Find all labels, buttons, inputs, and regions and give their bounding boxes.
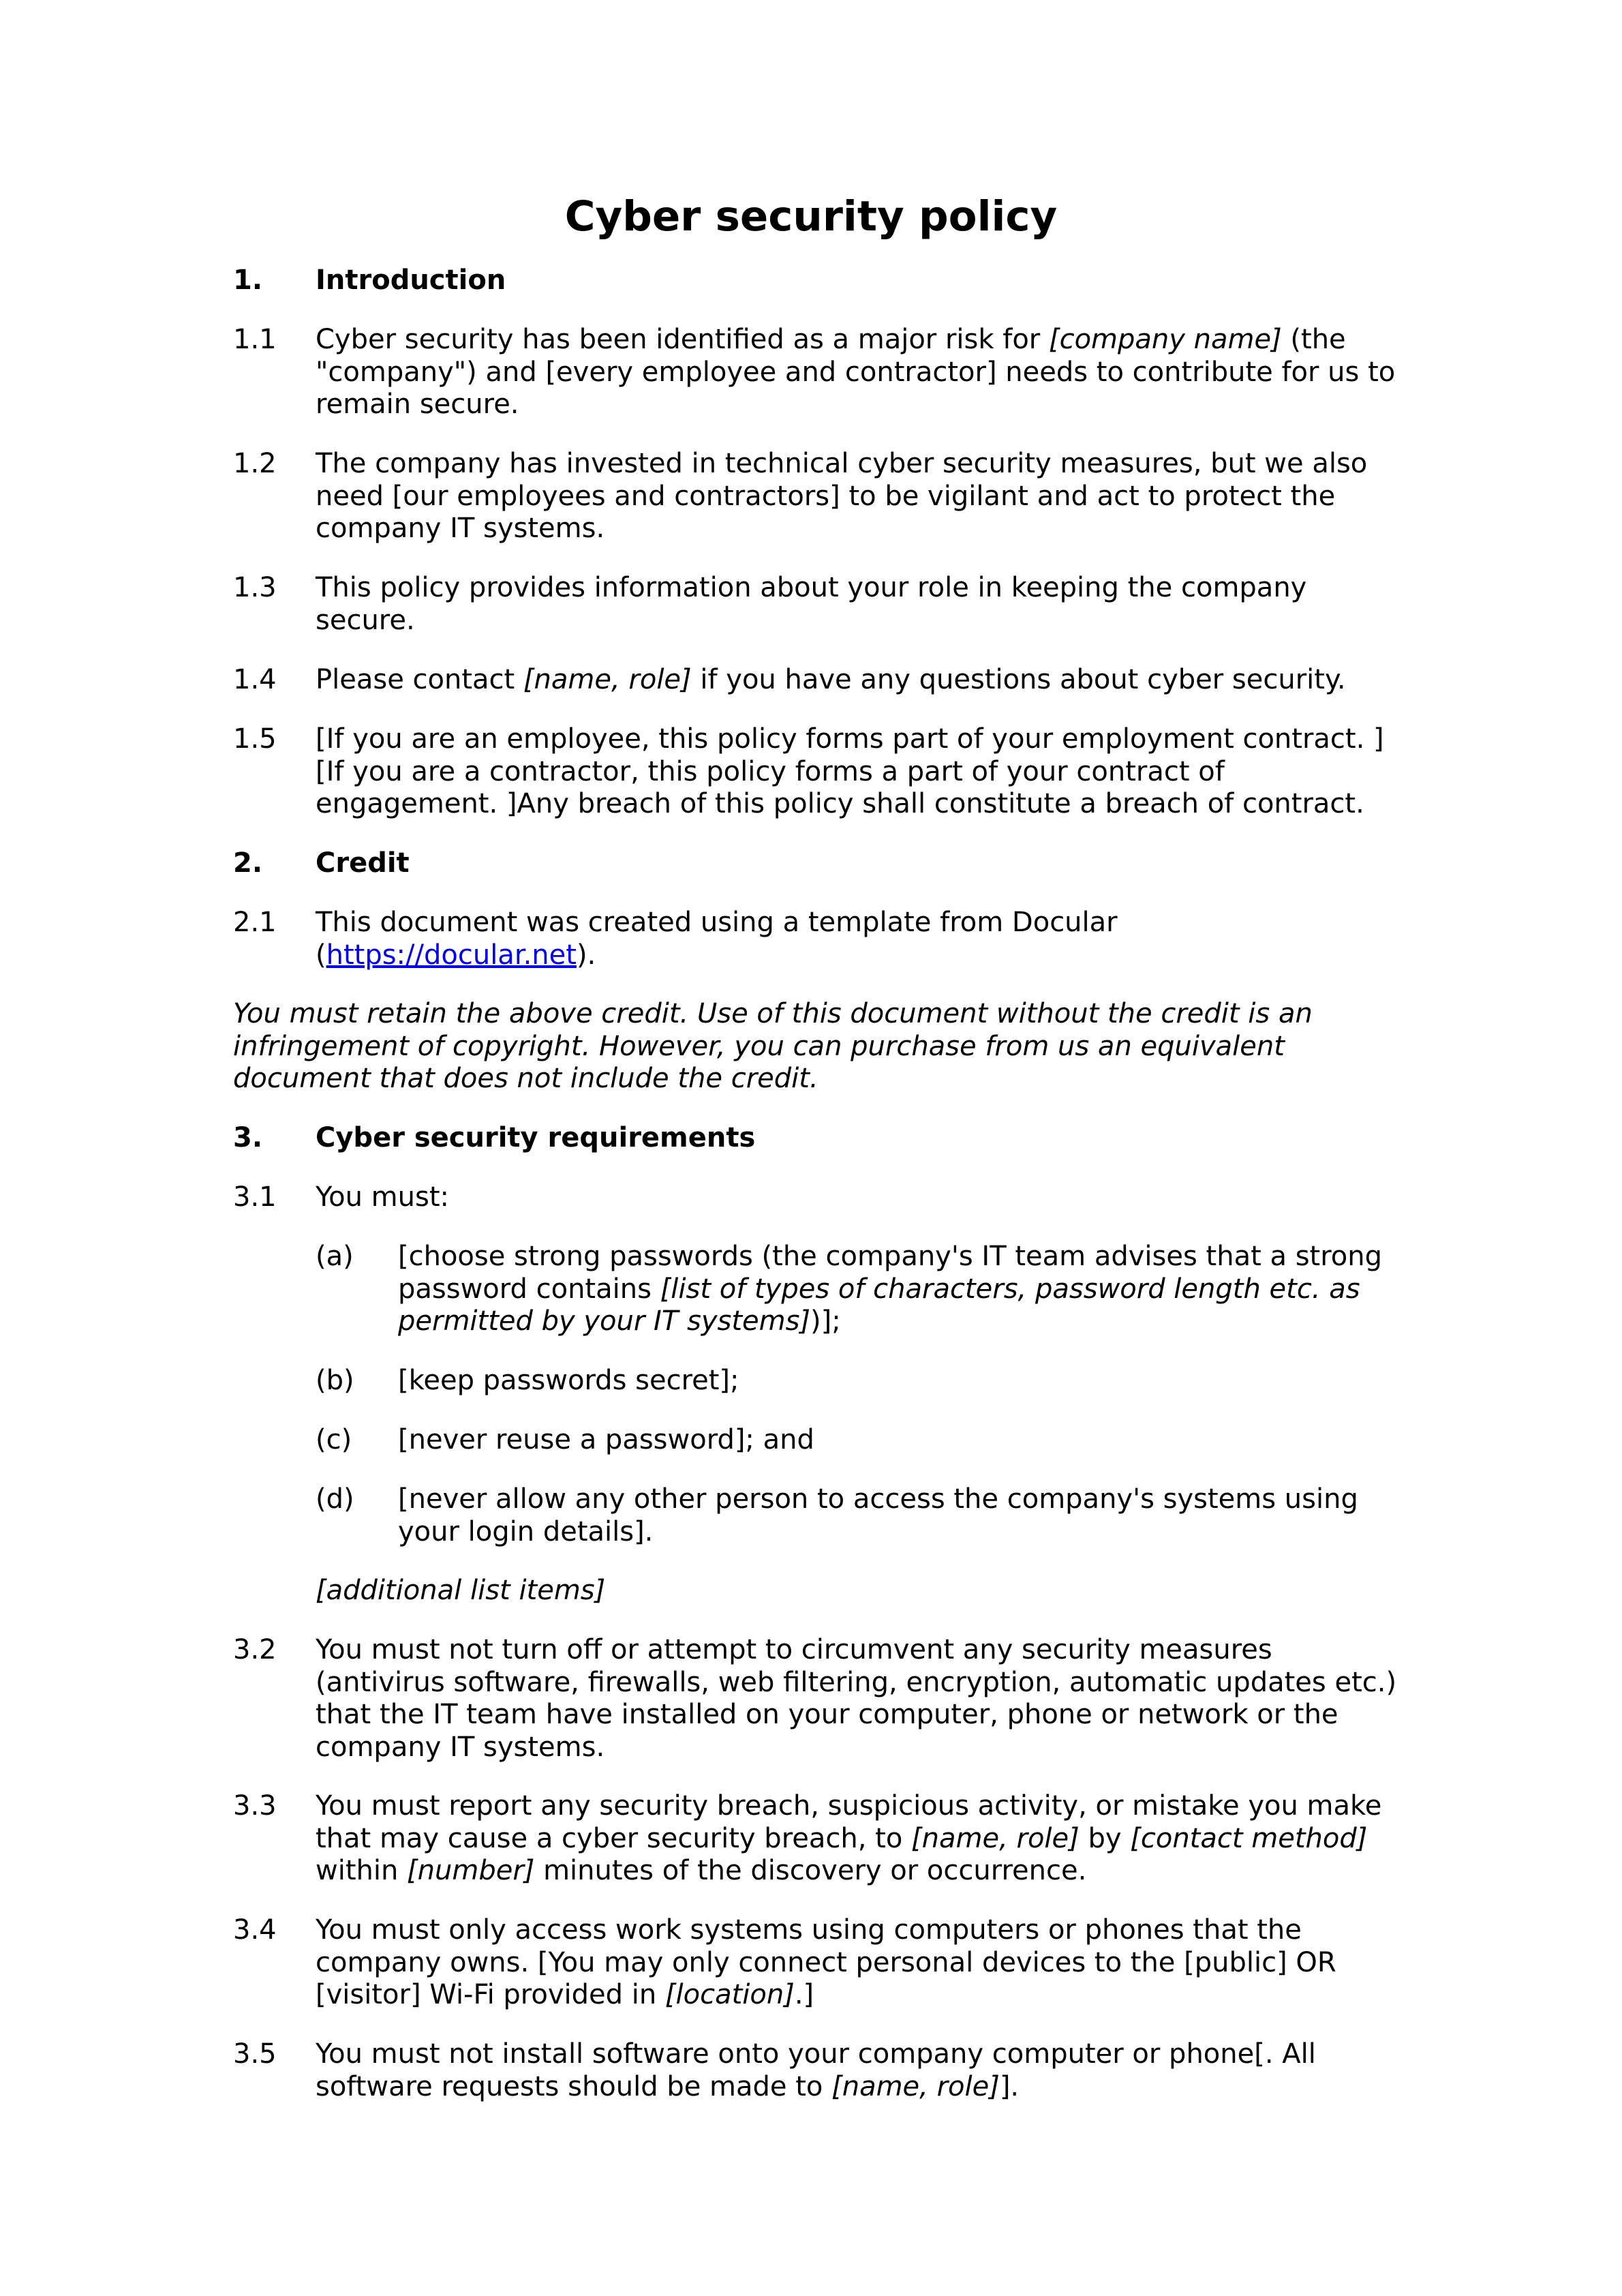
section-title: Cyber security requirements [316,1122,756,1153]
list-item-label: (d) [316,1483,354,1515]
text-run: You must not install software onto your company computer or phone[. All software requests should be made to [316,2038,1316,2102]
placeholder-contact-method: [contact method] [1130,1822,1368,1854]
clause-text [316,1914,1399,2012]
text-run: You must only access work systems using computers or phones that the company owns. [You may only connect personal devices to the [public] OR [visitor] Wi-Fi provided in [316,1914,1336,2010]
placeholder-number: [number] [407,1855,535,1886]
clause-number: 1.1 [233,324,277,355]
list-item-text [398,1241,1400,1338]
credit-note-text: You must retain the above credit. Use of this document without the credit is an infringement of copyright. However, you can purchase from us an equivalent document that does not include the credit. [233,998,1313,1094]
list-item-text: [keep passwords secret]; [398,1365,739,1396]
list-item-label: (a) [316,1241,354,1272]
placeholder-password-requirements: [list of types of characters, password length etc. as permitted by your IT systems] [398,1273,1360,1337]
text-run: ). [576,939,596,971]
placeholder-name-role: [name, role] [911,1822,1080,1854]
text-run: This document was created using a template from Docular ( [316,907,1118,971]
clause-number: 1.4 [233,664,277,695]
clause-number: 3.3 [233,1790,277,1822]
clause-text: You must not turn off or attempt to circumvent any security measures (antivirus software, firewalls, web filtering, encryption, automatic updates etc.) that the IT team have installed on your computer, phone or network or the company IT systems. [316,1634,1397,1763]
clause-text: [If you are an employee, this policy forms part of your employment contract. ][If you are a contractor, this policy forms a part of your contract of engagement. ]Any breach of this policy shall constitute a breach of contract. [316,723,1384,819]
list-item-text: [never reuse a password]; and [398,1424,814,1455]
clause-number: 1.2 [233,448,277,479]
text-run: by [1079,1822,1131,1854]
text-run: You must report any security breach, suspicious activity, or mistake you make that may cause a cyber security breach, to [316,1790,1382,1854]
docular-link[interactable]: https://docular.net [326,939,577,971]
list-item-label: (c) [316,1424,352,1455]
clause-text: This policy provides information about your role in keeping the company secure. [316,572,1307,636]
placeholder-name-role: [name, role] [523,664,692,695]
clause-number: 3.1 [233,1181,277,1213]
clause-number: 2.1 [233,907,277,938]
clause-number: 1.5 [233,723,277,755]
clause-text [316,664,1399,697]
clause-number: 1.3 [233,572,277,603]
text-run: )]; [810,1305,841,1337]
clause-text: You must: [316,1181,449,1213]
clause-text [316,907,1399,971]
text-run: Cyber security has been identified as a major risk for [316,324,1049,355]
document-title: Cyber security policy [564,192,1058,241]
text-run: within [316,1855,408,1886]
text-run: [choose strong passwords (the company's IT team advises that a strong password contains [398,1241,1383,1305]
text-run: (the "company") and [every employee and contractor] needs to contribute for us to remain secure. [316,324,1396,420]
list-item-label: (b) [316,1365,354,1396]
section-number: 1. [233,265,263,296]
section-title: Credit [316,847,410,879]
text-run: minutes of the discovery or occurrence. [534,1855,1087,1886]
text-run: if you have any questions about cyber security. [691,664,1346,695]
clause-number: 3.5 [233,2038,277,2070]
list-item-text: [never allow any other person to access the company's systems using your login details]. [398,1483,1358,1547]
placeholder-location: [location] [664,1979,795,2010]
clause-text [316,324,1399,421]
clause-number: 3.2 [233,1634,277,1665]
clause-text [316,2038,1399,2103]
clause-text [316,1790,1399,1888]
clause-text: The company has invested in technical cyber security measures, but we also need [our employees and contractors] to be vigilant and act to protect the company IT systems. [316,448,1368,544]
section-number: 3. [233,1122,263,1153]
text-run: .] [794,1979,814,2010]
section-number: 2. [233,847,263,879]
placeholder-name-role: [name, role] [831,2070,1000,2102]
text-run: Please contact [316,664,523,695]
text-run: ]. [999,2070,1020,2102]
additional-list-items-text: [additional list items] [316,1575,606,1606]
clause-number: 3.4 [233,1914,277,1946]
placeholder-company-name: [company name] [1048,324,1282,355]
section-title: Introduction [316,265,506,296]
